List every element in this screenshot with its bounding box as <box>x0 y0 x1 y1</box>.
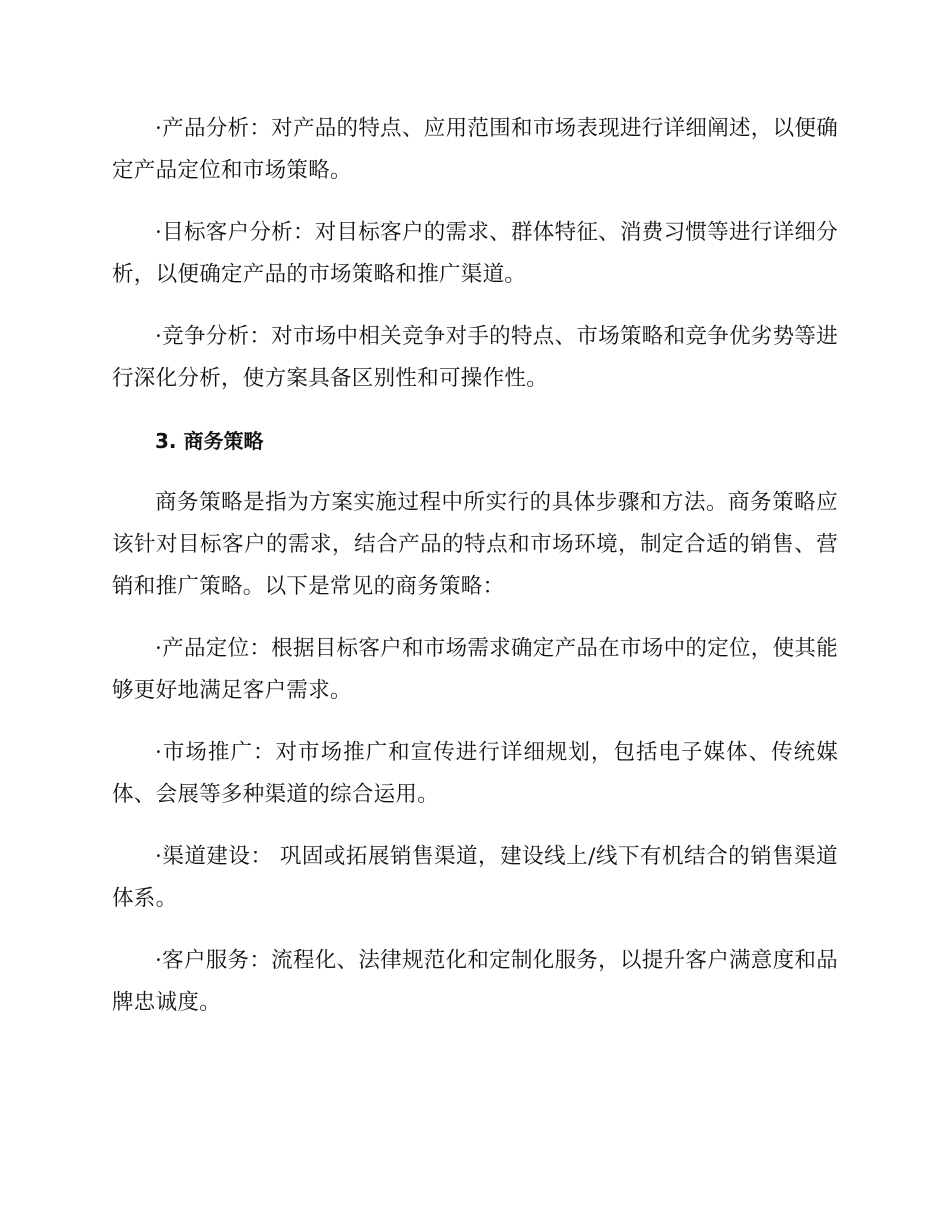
document-page <box>112 108 838 1044</box>
section-heading: 3. 商务策略 <box>155 429 264 453</box>
paragraph-channel-building: ·渠道建设： 巩固或拓展销售渠道，建设线上/线下有机结合的销售渠道体系。 <box>112 844 838 911</box>
paragraph-customer-service: ·客户服务：流程化、法律规范化和定制化服务，以提升客户满意度和品牌忠诚度。 <box>112 948 838 1015</box>
paragraph-market-promotion: ·市场推广：对市场推广和宣传进行详细规划，包括电子媒体、传统媒体、会展等多种渠道的综合运用。 <box>112 740 838 807</box>
paragraph-target-customer-analysis: ·目标客户分析：对目标客户的需求、群体特征、消费习惯等进行详细分析，以便确定产品的市场策略和推广渠道。 <box>112 220 838 287</box>
paragraph-product-positioning: ·产品定位：根据目标客户和市场需求确定产品在市场中的定位，使其能够更好地满足客户需求。 <box>112 636 838 703</box>
paragraph-competition-analysis: ·竞争分析：对市场中相关竞争对手的特点、市场策略和竞争优劣势等进行深化分析，使方案具备区别性和可操作性。 <box>112 324 838 391</box>
paragraph-product-analysis: ·产品分析：对产品的特点、应用范围和市场表现进行详细阐述，以便确定产品定位和市场策略。 <box>112 116 838 183</box>
paragraph-business-strategy-intro: 商务策略是指为方案实施过程中所实行的具体步骤和方法。商务策略应该针对目标客户的需求，结合产品的特点和市场环境，制定合适的销售、营销和推广策略。以下是常见的商务策略： <box>112 490 838 599</box>
